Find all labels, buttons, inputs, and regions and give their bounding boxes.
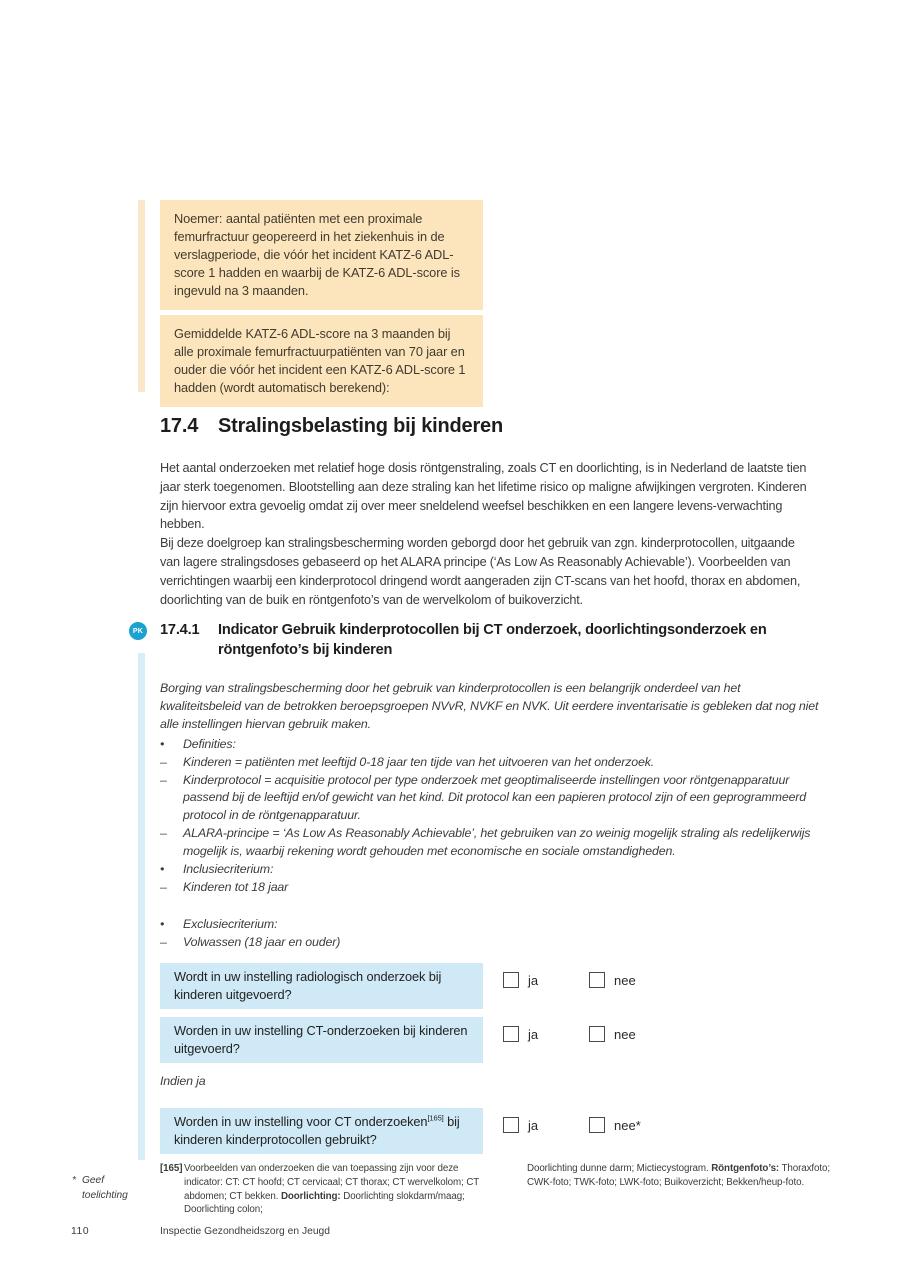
inclusie-item-1: Kinderen tot 18 jaar — [183, 879, 289, 894]
checkbox-label-nee: nee* — [614, 1117, 641, 1133]
checkbox-nee[interactable] — [589, 972, 605, 988]
footnote-left-post: Doorlichting slokdarm/maag; Doorlichting colon; — [184, 1190, 465, 1216]
pk-badge-icon: PK — [129, 622, 147, 640]
list-item — [160, 916, 820, 934]
question-3-text-pre: Worden in uw instelling voor CT onderzoeken — [174, 1114, 428, 1129]
checkbox-label-nee: nee — [614, 1026, 636, 1042]
inclusie-header: Inclusiecriterium: — [183, 862, 274, 876]
indicator-accent-bar — [138, 653, 145, 1160]
exclusie-list — [160, 916, 820, 952]
checkbox-label-nee: nee — [614, 972, 636, 988]
question-3-box — [160, 1108, 483, 1154]
definities-item-3: ALARA-principe = ‘As Low As Reasonably Achievable’, het gebruiken van zo weinig mogelijk straling als redelijkerwijs mogelijk is, waarbij rekening wordt gehouden met economische en sociale omstandigheden. — [183, 825, 811, 858]
list-item — [160, 772, 820, 825]
exclusie-item-1: Volwassen (18 jaar en ouder) — [183, 934, 341, 949]
dash-marker: – — [160, 879, 167, 894]
margin-note-text: Geef toelichting — [81, 1175, 128, 1201]
question-1-box — [160, 963, 483, 1009]
dash-marker: – — [160, 934, 167, 949]
checkbox-ja[interactable] — [503, 972, 519, 988]
callout-accent-bar — [138, 200, 145, 392]
dash-marker: – — [160, 754, 167, 769]
section-body — [160, 459, 812, 609]
footnote-number: [165] — [160, 1163, 183, 1174]
footnote-right-pre: Doorlichting dunne darm; Mictiecystogram. — [527, 1163, 712, 1174]
checkbox-label-ja: ja — [528, 972, 539, 988]
bullet-marker: • — [160, 737, 165, 751]
conditional-label: Indien ja — [160, 1074, 206, 1088]
callout-noemer — [160, 200, 483, 310]
question-2-box — [160, 1017, 483, 1063]
margin-note — [72, 1174, 128, 1203]
question-3-option-ja — [503, 1117, 538, 1133]
body-paragraph-2: Bij deze doelgroep kan stralingsbescherming worden geborgd door het gebruik van zgn. kinderprotocollen, uitgaande van lagere stralingsdoses gebaseerd op het ALARA principe (‘As Low As Reasonably Achievable’). Voorbeelden van verrichtingen waarbij een kinderprotocol dringend wordt aangeraden zijn CT-scans van het hoofd, thorax en abdomen, doorlichting van de buik en röntgenfoto’s van de wervelkolom of buikoverzicht. — [160, 536, 801, 607]
checkbox-label-ja: ja — [528, 1026, 539, 1042]
question-1-option-ja — [503, 972, 538, 988]
list-item — [160, 861, 820, 879]
list-item — [160, 736, 820, 754]
definities-list — [160, 736, 820, 861]
question-row-2 — [160, 1017, 820, 1063]
section-number: 17.4 — [160, 415, 199, 437]
list-item — [160, 879, 820, 897]
question-1-text: Wordt in uw instelling radiologisch onderzoek bij kinderen uitgevoerd? — [174, 969, 442, 1002]
list-item — [160, 754, 820, 772]
subsection-title: Indicator Gebruik kinderprotocollen bij CT onderzoek, doorlichtingsonderzoek en röntgenfoto’s bij kinderen — [218, 622, 767, 658]
question-row-1 — [160, 963, 820, 1009]
checkbox-nee[interactable] — [589, 1026, 605, 1042]
list-item — [160, 825, 820, 861]
question-2-option-nee — [589, 1026, 636, 1042]
definities-header: Definities: — [183, 737, 236, 751]
callout-gemiddelde — [160, 315, 483, 407]
list-item — [160, 934, 820, 952]
footnote-right-bold: Röntgenfoto’s: — [711, 1163, 780, 1174]
footnote-reference-superscript: [165] — [427, 1113, 444, 1123]
question-2-option-ja — [503, 1026, 538, 1042]
asterisk-marker: * — [72, 1175, 76, 1186]
footnote-left-pre: Voorbeelden van onderzoeken die van toepassing zijn voor deze indicator: CT: CT hoofd; CT cervicaal; CT thorax; CT wervelkolom; CT abdomen; CT bekken. — [184, 1163, 480, 1202]
callout-gemiddelde-text: Gemiddelde KATZ-6 ADL-score na 3 maanden bij alle proximale femurfractuurpatiënten van 70 jaar en ouder die vóór het incident een KATZ-6 ADL-score 1 hadden (wordt automatisch berekend): — [174, 326, 466, 395]
page-number: 110 — [71, 1226, 90, 1237]
checkbox-ja[interactable] — [503, 1026, 519, 1042]
footnote-left-bold: Doorlichting: — [280, 1190, 341, 1202]
footnote-left-text — [184, 1162, 492, 1217]
question-3-text — [174, 1113, 469, 1149]
subsection-number: 17.4.1 — [160, 622, 200, 638]
callout-noemer-text: Noemer: aantal patiënten met een proximale femurfractuur geopereerd in het ziekenhuis in de verslagperiode, die vóór het incident KATZ-6 ADL-score 1 hadden en waarbij de KATZ-6 ADL-score is ingevuld na 3 maanden. — [174, 211, 460, 298]
checkbox-ja[interactable] — [503, 1117, 519, 1133]
indicator-intro: Borging van stralingsbescherming door het gebruik van kinderprotocollen is een belangrijk onderdeel van het kwaliteitsbeleid van de betrokken beroepsgroepen NVvR, NVKF en NVK. Uit eerdere inventarisatie is gebleken dat nog niet alle instellingen hiervan gebruik maken. — [160, 681, 819, 731]
checkbox-label-ja: ja — [528, 1117, 539, 1133]
question-row-3 — [160, 1108, 820, 1154]
footnote-right-column — [527, 1162, 853, 1190]
question-3-text-post: bij kinderen kinderprotocollen gebruikt? — [174, 1114, 460, 1147]
body-paragraph-1: Het aantal onderzoeken met relatief hoge dosis röntgenstraling, zoals CT en doorlichting, is in Nederland de laatste tien jaar sterk toegenomen. Blootstelling aan deze straling kan het lifetime risico op maligne afwijkingen vergroten. Kinderen zijn hiervoor extra gevoelig omdat zij over meer sneldelend weefsel beschikken en een langere levens-verwachting hebben. — [160, 461, 807, 532]
footnote-right-post: Thoraxfoto; CWK-foto; TWK-foto; LWK-foto; Buikoverzicht; Bekken/heup-foto. — [527, 1163, 830, 1188]
bullet-marker: • — [160, 862, 165, 876]
question-1-option-nee — [589, 972, 636, 988]
footnote-left-column — [160, 1162, 492, 1217]
question-2-text: Worden in uw instelling CT-onderzoeken bij kinderen uitgevoerd? — [174, 1023, 468, 1056]
dash-marker: – — [160, 825, 167, 840]
section-heading — [160, 415, 503, 438]
inclusie-list — [160, 861, 820, 897]
definities-item-2: Kinderprotocol = acquisitie protocol per type onderzoek met geoptimaliseerde instellingen voor röntgenapparatuur passend bij de leeftijd en/of gewicht van het kind. Dit protocol kan een papieren protocol zijn of een geprogrammeerd protocol in de röntgenapparatuur. — [183, 772, 807, 823]
section-title: Stralingsbelasting bij kinderen — [218, 415, 503, 437]
dash-marker: – — [160, 772, 167, 787]
footer-text: Inspectie Gezondheidszorg en Jeugd — [160, 1226, 331, 1237]
definities-item-1: Kinderen = patiënten met leeftijd 0-18 jaar ten tijde van het uitvoeren van het onderzoek. — [183, 754, 655, 769]
checkbox-nee[interactable] — [589, 1117, 605, 1133]
bullet-marker: • — [160, 917, 165, 931]
question-3-option-nee — [589, 1117, 641, 1133]
subsection-heading — [160, 621, 822, 660]
exclusie-header: Exclusiecriterium: — [183, 917, 278, 931]
